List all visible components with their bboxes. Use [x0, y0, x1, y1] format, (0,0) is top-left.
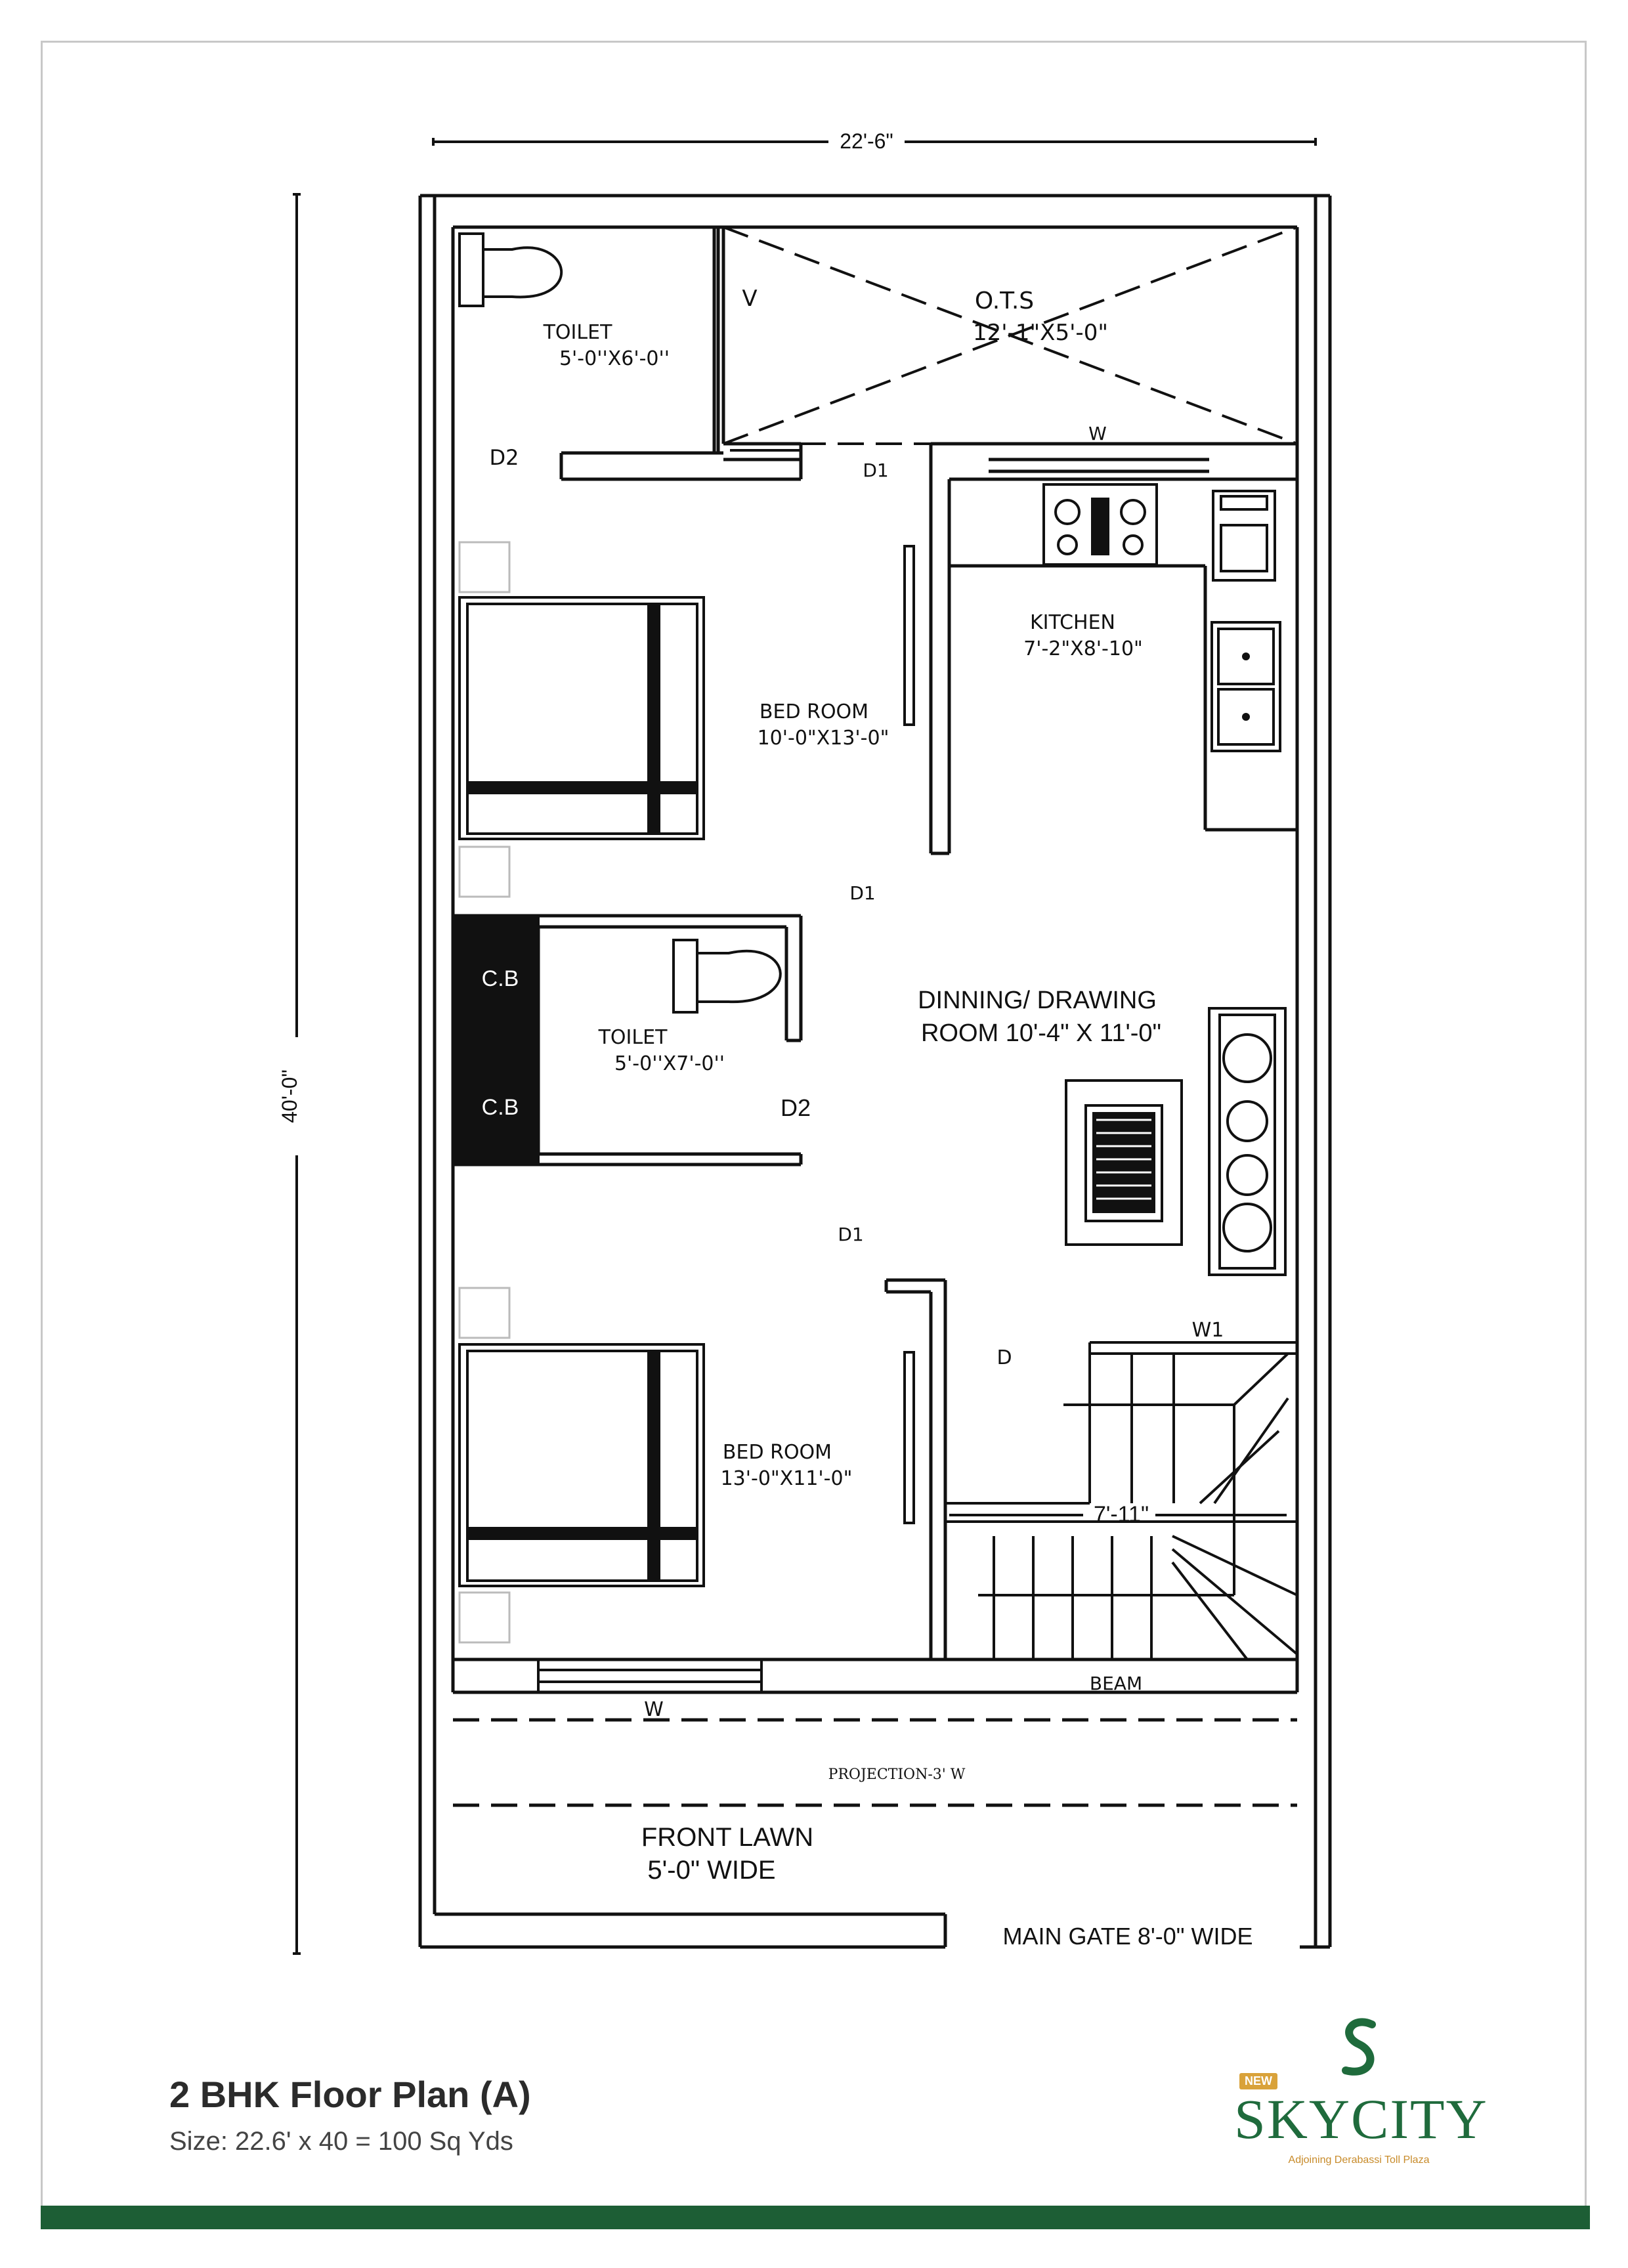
logo-name: SKYCITY	[1234, 2087, 1488, 2150]
door-d: D	[996, 1346, 1012, 1369]
toilet2-size: 5'-0''X7'-0''	[614, 1052, 725, 1075]
kitchen-size: 7'-2"X8'-10"	[1023, 637, 1143, 660]
lawn-size: 5'-0" WIDE	[647, 1856, 776, 1885]
stair-dimension: 7'-11"	[1093, 1502, 1149, 1527]
bed2	[460, 1344, 704, 1586]
kitchen-name: KITCHEN	[1030, 611, 1115, 634]
bedroom2-door	[905, 1352, 914, 1523]
projection-label: PROJECTION-3' W	[828, 1766, 966, 1783]
ventilator-label: V	[742, 286, 758, 312]
main-gate-label: MAIN GATE 8'-0" WIDE	[1002, 1923, 1253, 1950]
window-w-top: W	[1088, 423, 1107, 444]
lawn-name: FRONT LAWN	[641, 1823, 814, 1852]
logo-tagline: Adjoining Derabassi Toll Plaza	[1288, 2154, 1430, 2166]
bedroom1-size: 10'-0"X13'-0"	[757, 727, 889, 750]
cupboard-label-1: C.B	[481, 966, 519, 991]
door-d1-low: D1	[838, 1224, 864, 1245]
ots-size: 12'-1"X5'-0"	[973, 320, 1108, 346]
dining-size: ROOM 10'-4" X 11'-0"	[920, 1019, 1162, 1047]
skycity-logo	[1234, 2015, 1488, 2173]
bedroom1-door	[905, 546, 914, 725]
window-front	[538, 1659, 761, 1692]
plan-title: 2 BHK Floor Plan (A)	[169, 2074, 531, 2115]
bedroom2-size: 13'-0"X11'-0"	[720, 1467, 853, 1490]
bedroom1-name: BED ROOM	[759, 700, 869, 723]
beam-label: BEAM	[1089, 1673, 1143, 1694]
dining-name: DINNING/ DRAWING	[918, 987, 1157, 1014]
toilet1-size: 5'-0''X6'-0''	[559, 347, 670, 370]
toilet1-wc	[460, 234, 561, 306]
bedroom2-walls	[886, 1280, 945, 1659]
logo-emblem-icon	[1333, 2015, 1385, 2081]
toilet2-wc	[674, 940, 781, 1012]
door-d2-mid: D2	[780, 1094, 811, 1121]
projection-line	[453, 1720, 1297, 1805]
door-d2-top: D2	[489, 445, 519, 470]
sofa	[1209, 1008, 1285, 1275]
microwave	[1213, 491, 1275, 580]
staircase	[945, 1342, 1297, 1659]
cupboard-label-2: C.B	[481, 1095, 519, 1120]
ots-name: O.T.S	[974, 288, 1035, 314]
width-dimension: 22'-6"	[840, 129, 893, 153]
center-rug	[1066, 1081, 1182, 1245]
bedroom2-name: BED ROOM	[722, 1441, 832, 1464]
plan-size: Size: 22.6' x 40 = 100 Sq Yds	[169, 2127, 513, 2156]
toilet2-name: TOILET	[598, 1026, 668, 1049]
kitchen-sink	[1212, 622, 1280, 751]
door-d1-top: D1	[863, 460, 889, 481]
logo-new-badge: NEW	[1239, 2073, 1277, 2089]
stove	[1044, 484, 1157, 565]
door-d1-mid: D1	[849, 882, 876, 904]
height-dimension: 40'-0"	[278, 1069, 301, 1123]
window-w1: W1	[1191, 1319, 1224, 1342]
footer-bar	[41, 2206, 1590, 2229]
bed1	[460, 597, 704, 839]
house-walls	[453, 227, 1297, 1692]
toilet1-name: TOILET	[543, 321, 612, 344]
cupboard-block	[453, 916, 538, 1165]
window-w-bottom: W	[644, 1698, 664, 1721]
